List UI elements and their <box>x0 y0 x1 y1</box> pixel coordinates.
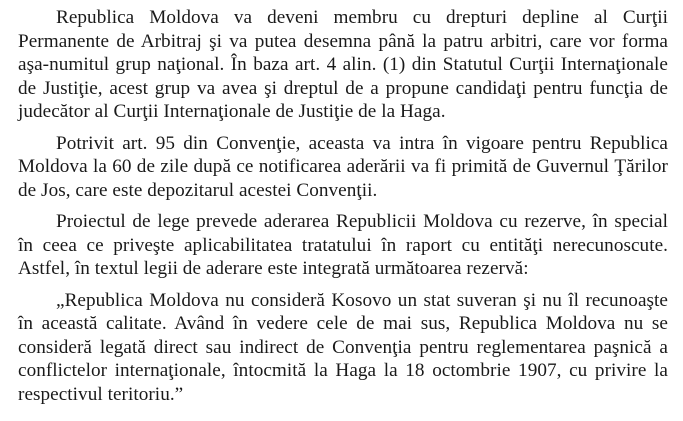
paragraph-aderare-cu-rezerve: Proiectul de lege prevede aderarea Republicii Moldova cu rezerve, în special în ceea ce priveşte aplicabilitatea tratatului în raport cu entităţi nerecunoscute. Astfel, în textul legii de aderare este integrată următoarea rezervă: <box>18 211 668 279</box>
document-page <box>18 6 668 406</box>
paragraph-intrare-in-vigoare: Potrivit art. 95 din Convenţie, aceasta va intra în vigoare pentru Republica Moldova la 60 de zile după ce notificarea aderării va fi primită de Guvernul Ţărilor de Jos, care este depozitarul acestei Convenţii. <box>18 132 668 201</box>
paragraph-rezerva-kosovo: „Republica Moldova nu consideră Kosovo un stat suveran şi nu îl recunoaşte în această calitate. Având în vedere cele de mai sus, Republica Moldova nu se consideră legată direct sau indirect de Convenţia pentru reglementarea paşnică a conflictelor internaţionale, întocmită la Haga la 18 octombrie 1907, cu privire la respectivul teritoriu.” <box>18 289 668 405</box>
paragraph-curtea-permanenta: Republica Moldova va deveni membru cu drepturi depline al Curţii Permanente de Arbitraj şi va putea desemna până la patru arbitri, care vor forma aşa-numitul grup naţional. În baza art. 4 alin. (1) din Statutul Curţii Internaţionale de Justiţie, acest grup va avea şi dreptul de a propune candidaţi pentru funcţia de judecător al Curţii Internaţionale de Justiţie de la Haga. <box>18 7 668 122</box>
